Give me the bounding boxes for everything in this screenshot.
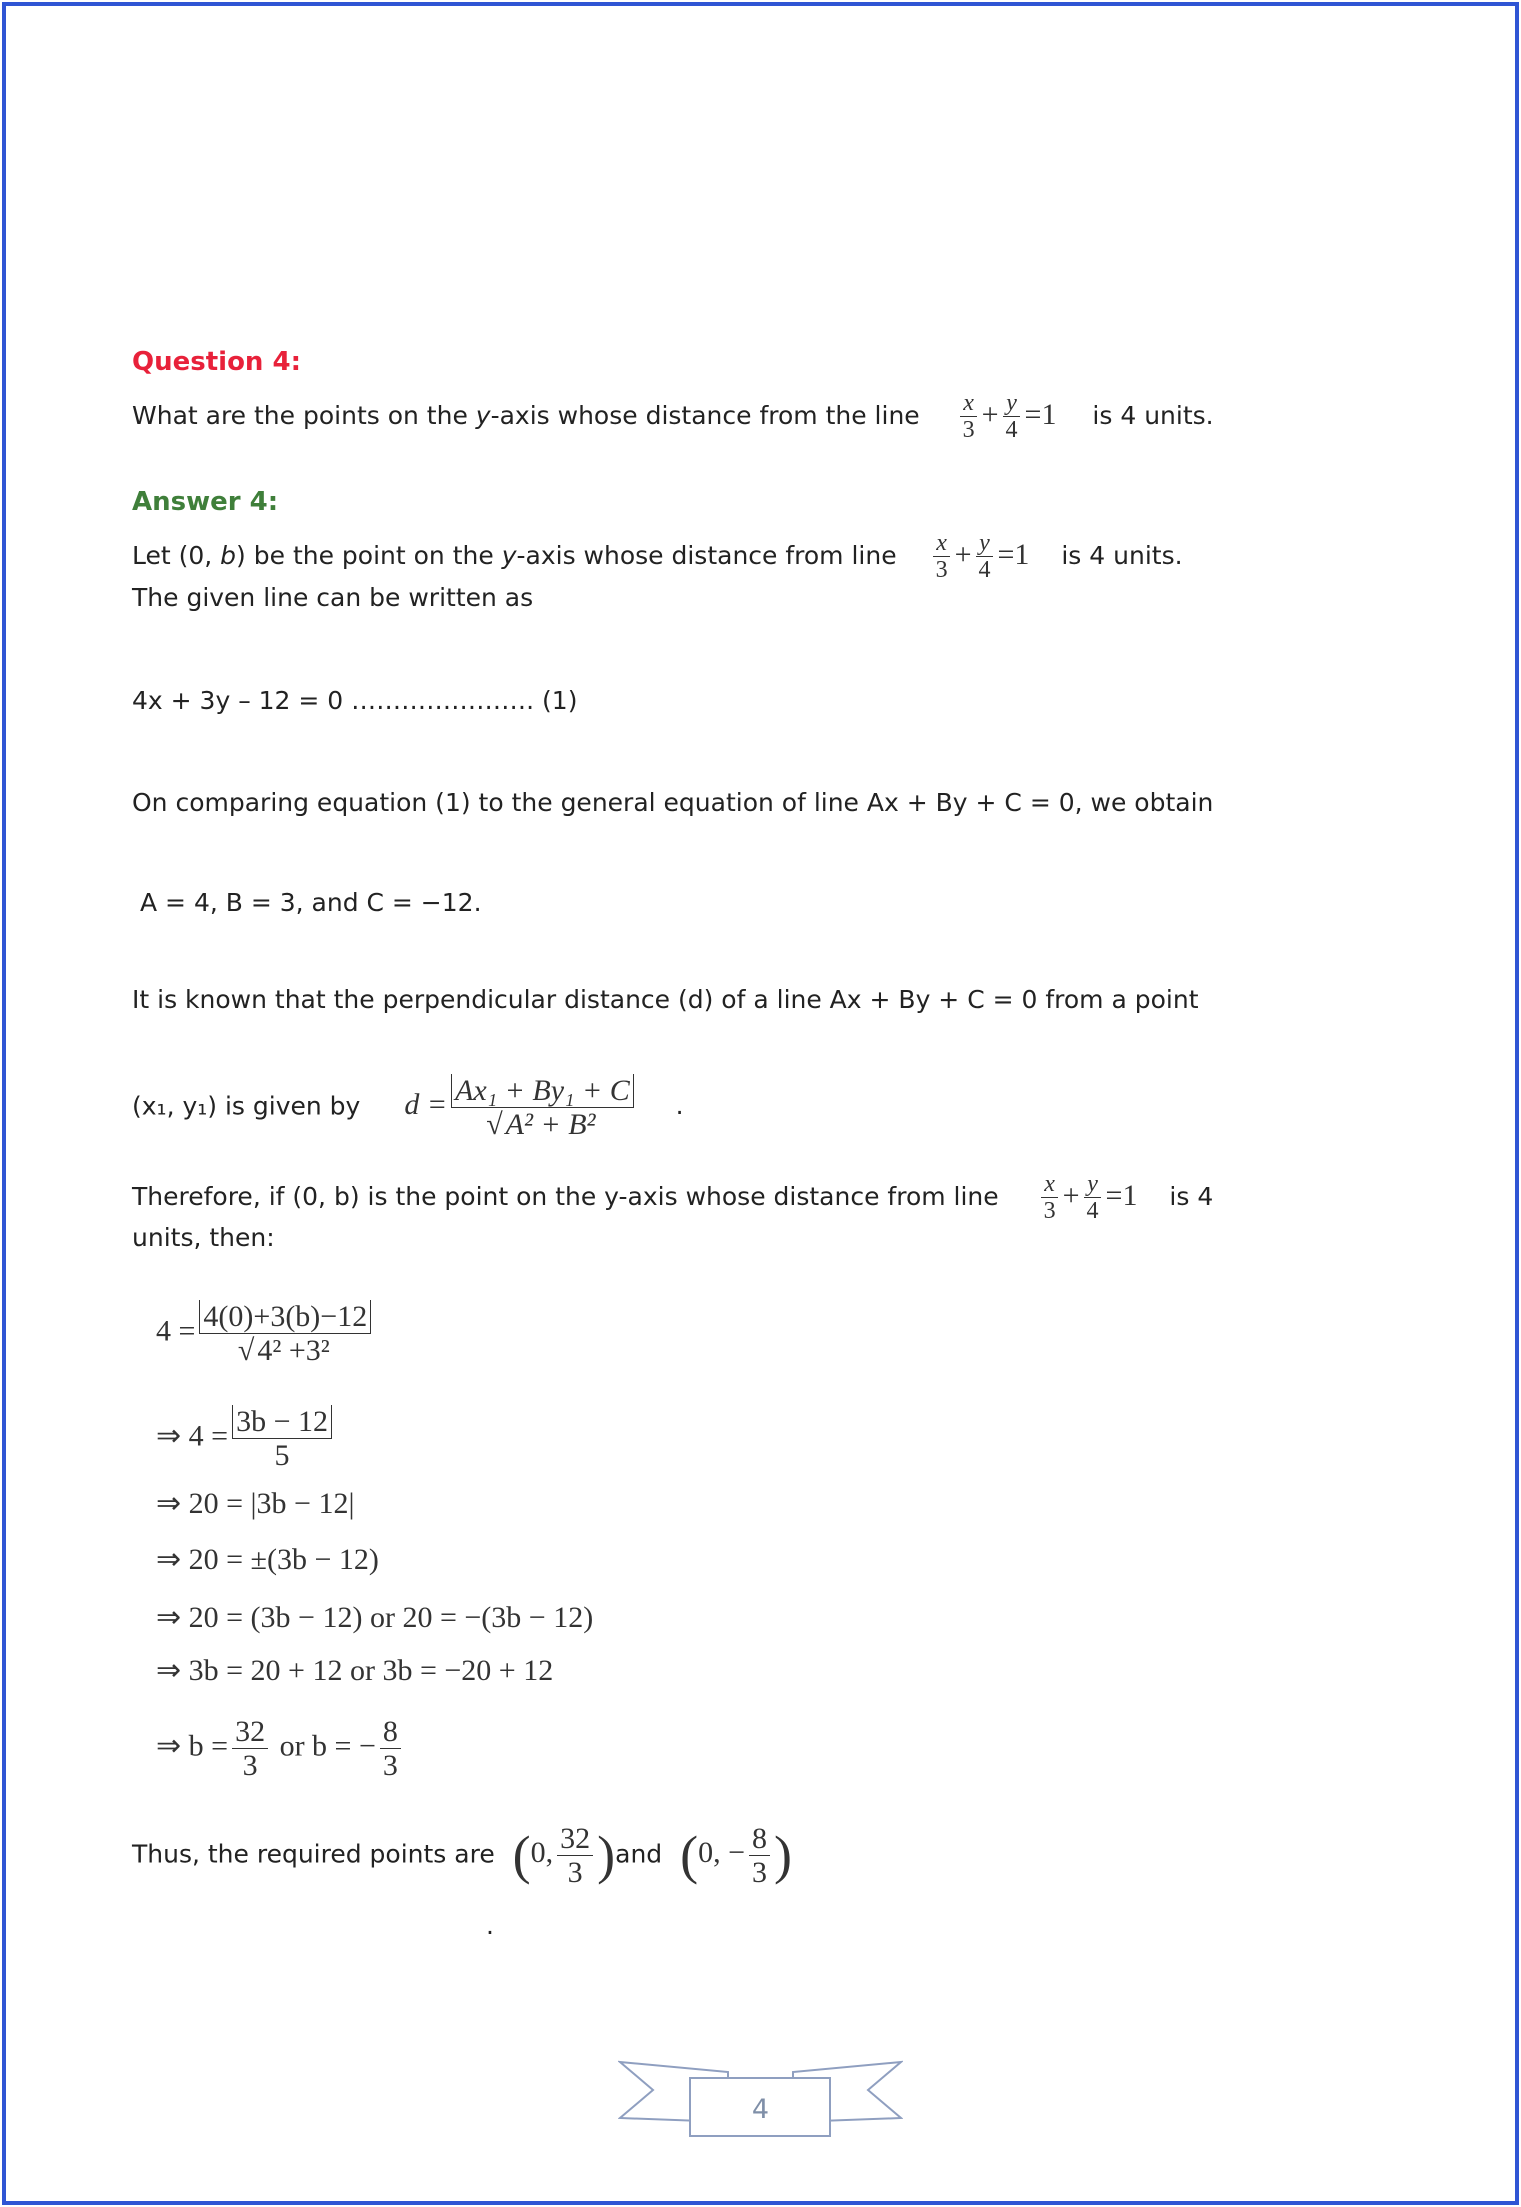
page-number: 4 [751,2094,770,2125]
conclusion: Thus, the required points are (0, $\frac{32}{3}$ )and (0, − $\frac{8}{3}$ ) [132,1822,793,1889]
known-text: It is known that the perpendicular distance (d) of a line Ax + By + C = 0 from a point [132,985,1199,1014]
step-7: ⇒ b = $\frac{32}{3}$ or b = − $\frac{8}{3}$ [156,1715,405,1782]
equation-1: 4x + 3y – 12 = 0 …………………. (1) [132,686,578,715]
step-6: ⇒ 3b = 20 + 12 or 3b = −20 + 12 [156,1654,554,1687]
answer-heading: Answer 4: [132,487,279,517]
distance-formula-line: (x₁, y₁) is given by d = $\frac{\text{Ax₁ + By₁ + C}}{\text{√ A² + B²}}$ . [132,1074,684,1141]
step-3: ⇒ 20 = |3b − 12| [156,1487,355,1520]
line-equation: $\frac{x}{3}$ + $\frac{y}{4}$ =1 [956,398,1057,431]
step-1: 4 = $\frac{4(0)+3(b)-12}{\text{√ 4² +3²}}$ [156,1300,375,1367]
given-line-text: The given line can be written as [132,583,534,612]
stray-dot: . [486,1911,494,1940]
question-text: What are the points on the y-axis whose distance from the line $\frac{x}{3}$ + $\frac{y}{4}$ =1 is 4 units. [132,390,1214,444]
coefficients: A = 4, B = 3, and C = −12. [140,888,482,917]
comparing-text: On comparing equation (1) to the general equation of line Ax + By + C = 0, we obtain [132,788,1214,817]
therefore-text: Therefore, if (0, b) is the point on the y-axis whose distance from line $\frac{x}{3}$ + $\frac{y}{4}$ =1 is 4 [132,1171,1214,1225]
step-2: ⇒ 4 = $\frac{3b - 12}{5}$ [156,1405,336,1472]
question-heading: Question 4: [132,347,301,377]
units-then: units, then: [132,1223,275,1252]
answer-intro: Let (0, b) be the point on the y-axis whose distance from line $\frac{x}{3}$ + $\frac{y}{4}$ =1 is 4 units. [132,530,1183,584]
step-4: ⇒ 20 = ±(3b − 12) [156,1543,379,1576]
step-5: ⇒ 20 = (3b − 12) or 20 = −(3b − 12) [156,1601,594,1634]
